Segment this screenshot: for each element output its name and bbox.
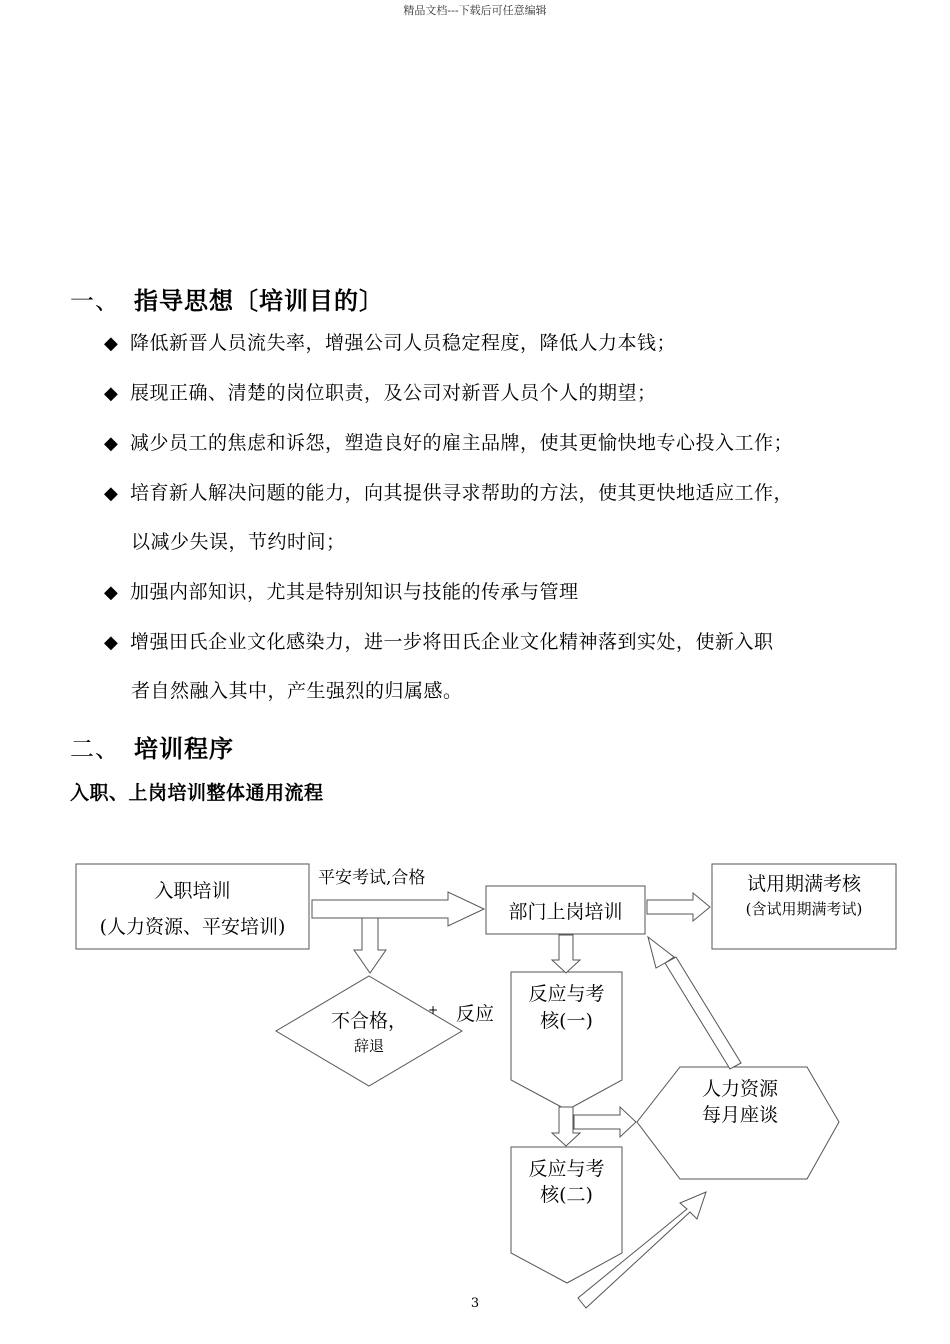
page-header: 精品文档---下载后可任意编辑 [403, 4, 547, 17]
diamond-bullet-icon: ◆ [104, 383, 119, 404]
fail-label-1: 不合格， [330, 1010, 407, 1032]
pass-label: 平安考试,合格 [318, 868, 426, 888]
arrow-right-pass [312, 892, 484, 926]
onboarding-label-1: 入职培训 [154, 880, 231, 902]
arrow-up-to-dept [648, 937, 741, 1069]
plus-mark: + [428, 1003, 439, 1017]
arrow-right-hr [574, 1107, 636, 1137]
arrow-down-review1 [552, 935, 580, 973]
list-item: ◆ 展现正确、清楚的岗位职责，及公司对新晋人员个人的期望； [104, 380, 904, 407]
diamond-bullet-icon: ◆ [104, 433, 119, 454]
list-item: ◆ 增强田氏企业文化感染力，进一步将田氏企业文化精神落到实处，使新入职 [104, 629, 904, 656]
fail-label-2: 辞退 [353, 1037, 384, 1055]
diamond-bullet-icon: ◆ [104, 333, 119, 354]
list-item-continuation: 以减少失误，节约时间； [131, 531, 346, 553]
review1-label-2: 核(一) [540, 1010, 593, 1032]
arrow-down-fail [354, 918, 386, 973]
section-2-number: 二、 [70, 735, 120, 763]
arrow-right-probation [647, 893, 710, 921]
section-2-title: 培训程序 [134, 735, 234, 763]
review1-label-1: 反应与考 [528, 983, 605, 1005]
diamond-bullet-icon: ◆ [104, 632, 119, 653]
flow-subtitle: 入职、上岗培训整体通用流程 [70, 782, 324, 804]
probation-label-2: (含试用期满考试) [745, 900, 863, 918]
list-item: ◆ 加强内部知识，尤其是特别知识与技能的传承与管理 [104, 579, 904, 606]
hr-label-2: 每月座谈 [701, 1104, 778, 1126]
probation-label-1: 试用期满考核 [746, 873, 861, 895]
section-1-title: 指导思想〔培训目的〕 [134, 287, 384, 315]
list-item: ◆ 减少员工的焦虑和诉怨，塑造良好的雇主品牌，使其更愉快地专心投入工作； [104, 430, 904, 457]
page-number: 3 [470, 1296, 480, 1311]
diamond-bullet-icon: ◆ [104, 582, 119, 603]
dept-training-label: 部门上岗培训 [508, 901, 623, 923]
hr-label-1: 人力资源 [701, 1078, 778, 1100]
diamond-bullet-icon: ◆ [104, 483, 119, 504]
onboarding-label-2: (人力资源、平安培训) [99, 916, 286, 938]
section-1-number: 一、 [70, 287, 120, 315]
list-item: ◆ 降低新晋人员流失率，增强公司人员稳定程度，降低人力本钱； [104, 330, 904, 357]
review2-label-1: 反应与考 [528, 1158, 605, 1180]
list-item-continuation: 者自然融入其中，产生强烈的归属感。 [131, 680, 463, 702]
list-item: ◆ 培育新人解决问题的能力，向其提供寻求帮助的方法，使其更快地适应工作， [104, 480, 904, 507]
feedback-label: 反应 [456, 1003, 495, 1025]
review2-label-2: 核(二) [540, 1184, 593, 1206]
